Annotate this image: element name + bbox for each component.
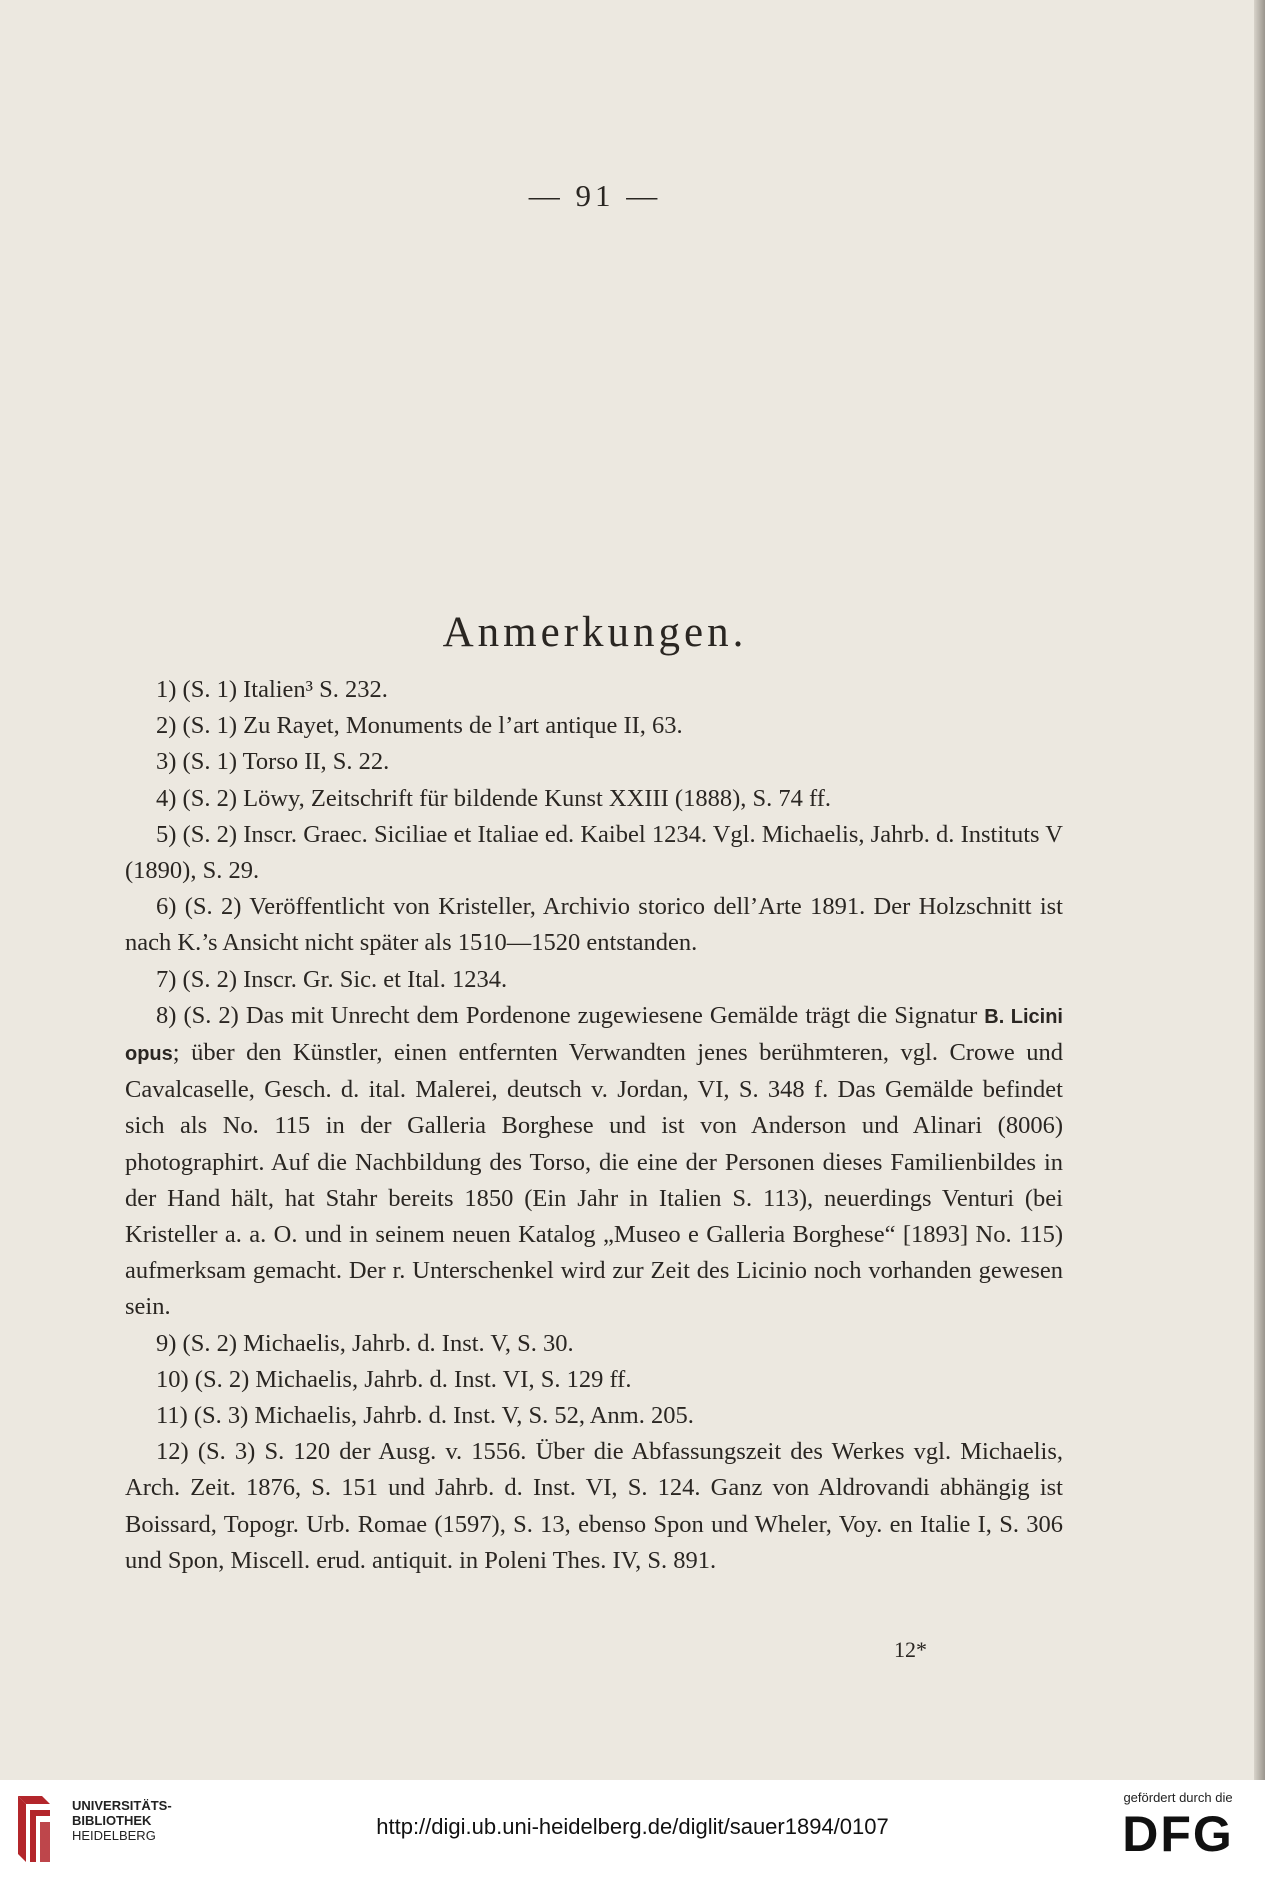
dfg-logo: DFG — [1122, 1806, 1234, 1862]
library-name-line-2: BIBLIOTHEK — [72, 1813, 152, 1828]
footnote-8-text-end: ; über den Künstler, einen entfernten Verwandten jenes berühmteren, vgl. Crowe und Cavalcaselle, Gesch. d. ital. Malerei, deutsch v. Jordan, VI, S. 348 f. Das Gemälde befindet sich als No. 115 in der Galleria Borghese und ist von Anderson und Alinari (8006) photographirt. Auf die Nachbildung des Torso, die eine der Personen dieses Familienbildes in der Hand hält, hat Stahr bereits 1850 (Ein Jahr in Italien S. 113), neuerdings Venturi (bei Kristeller a. a. O. und in seinem neuen Katalog „Museo e Galleria Borghese“ [1893] No. 115) aufmerksam gemacht. Der r. Unterschenkel wird zur Zeit des Licinio noch vorhanden gewesen sein. — [125, 1039, 1063, 1321]
footnote-4: 4) (S. 2) Löwy, Zeitschrift für bildende Kunst XXIII (1888), S. 74 ff. — [156, 784, 831, 812]
footnote-2: 2) (S. 1) Zu Rayet, Monuments de l’art antique II, 63. — [156, 712, 683, 740]
footnote-5: 5) (S. 2) Inscr. Graec. Siciliae et Italiae ed. Kaibel 1234. Vgl. Michaelis, Jahrb. d. Instituts V (1890), S. 29. — [125, 820, 1063, 885]
digitization-footer — [0, 1780, 1265, 1882]
library-name-line-1: UNIVERSITÄTS- — [72, 1798, 172, 1813]
printer-signature-mark: 12* — [894, 1637, 927, 1662]
footnote-8 — [125, 998, 1063, 1326]
footnote-6: 6) (S. 2) Veröffentlicht von Kristeller, Archivio storico dell’Arte 1891. Der Holzschnitt ist nach K.’s Ansicht nicht später als 1510—1520 entstanden. — [125, 893, 1063, 957]
signature-inscription: B. Licini opus — [125, 1005, 1063, 1066]
page-title: Anmerkungen. — [442, 609, 748, 656]
footnotes-list — [125, 672, 1063, 1579]
library-name-line-3: HEIDELBERG — [72, 1828, 156, 1843]
footnote-9: 9) (S. 2) Michaelis, Jahrb. d. Inst. V, S. 30. — [156, 1329, 574, 1357]
source-url-link[interactable]: http://digi.ub.uni-heidelberg.de/diglit/sauer1894/0107 — [376, 1814, 889, 1839]
dfg-caption: gefördert durch die — [1123, 1790, 1233, 1805]
footnote-10: 10) (S. 2) Michaelis, Jahrb. d. Inst. VI, S. 129 ff. — [156, 1365, 632, 1393]
footnote-8-text-start: 8) (S. 2) Das mit Unrecht dem Pordenone zugewiesene Gemälde trägt die Signatur — [156, 1001, 985, 1029]
footnote-12: 12) (S. 3) S. 120 der Ausg. v. 1556. Über die Abfassungszeit des Werkes vgl. Michaelis, Arch. Zeit. 1876, S. 151 und Jahrb. d. Inst. VI, S. 124. Ganz von Aldrovandi abhängig ist Boissard, Topogr. Urb. Romae (1597), S. 13, ebenso Spon und Wheler, Voy. en Italie I, S. 306 und Spon, Miscell. erud. antiquit. in Poleni Thes. IV, S. 891. — [125, 1438, 1063, 1574]
page-binding-edge — [1254, 0, 1265, 1780]
footnote-1: 1) (S. 1) Italien³ S. 232. — [156, 676, 388, 703]
footnote-11: 11) (S. 3) Michaelis, Jahrb. d. Inst. V, S. 52, Anm. 205. — [156, 1402, 694, 1430]
footnote-7: 7) (S. 2) Inscr. Gr. Sic. et Ital. 1234. — [156, 965, 508, 993]
footnote-3: 3) (S. 1) Torso II, S. 22. — [156, 748, 390, 776]
page-number: — 91 — — [528, 178, 662, 213]
dfg-funding-note — [1103, 1790, 1253, 1863]
